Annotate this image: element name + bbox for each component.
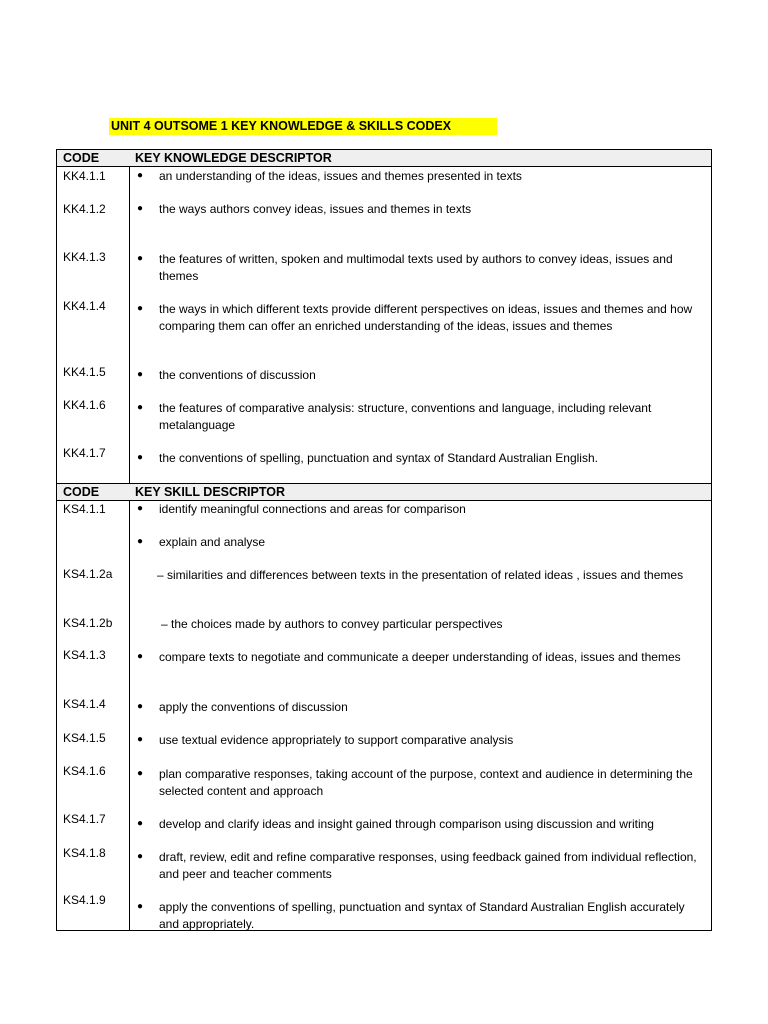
knowledge-descriptor: the features of written, spoken and multimodal texts used by authors to convey ideas, issues and themes xyxy=(159,252,673,283)
bullet-icon: ● xyxy=(137,768,144,779)
bullet-icon: ● xyxy=(137,734,144,745)
document-title: UNIT 4 OUTSOME 1 KEY KNOWLEDGE & SKILLS CODEX xyxy=(109,118,497,135)
codex-table xyxy=(56,149,712,931)
knowledge-descriptor: an understanding of the ideas, issues and themes presented in texts xyxy=(159,169,522,183)
skill-code: KS4.1.5 xyxy=(63,731,106,745)
skill-code: KS4.1.4 xyxy=(63,697,106,711)
bullet-icon: ● xyxy=(137,170,144,181)
bullet-icon: ● xyxy=(137,536,144,547)
knowledge-descriptor: the ways in which different texts provide different perspectives on ideas, issues and themes and how comparing them can offer an enriched understanding of the ideas, issues and themes xyxy=(159,302,693,333)
skill-code: KS4.1.8 xyxy=(63,846,106,860)
skill-descriptor: – the choices made by authors to convey particular perspectives xyxy=(161,617,503,631)
bullet-icon: ● xyxy=(137,402,144,413)
knowledge-code: KK4.1.3 xyxy=(63,250,106,264)
skill-code: KS4.1.2b xyxy=(63,616,113,630)
knowledge-code: KK4.1.1 xyxy=(63,169,106,183)
knowledge-code: KK4.1.5 xyxy=(63,365,106,379)
knowledge-descriptor-header: KEY KNOWLEDGE DESCRIPTOR xyxy=(135,151,332,165)
skill-descriptor: apply the conventions of spelling, punctuation and syntax of Standard Australian English accurately and appropriately. xyxy=(159,900,685,931)
bullet-icon: ● xyxy=(137,901,144,912)
bullet-icon: ● xyxy=(137,651,144,662)
bullet-icon: ● xyxy=(137,369,144,380)
skill-descriptor: explain and analyse xyxy=(159,535,266,549)
knowledge-code: KK4.1.7 xyxy=(63,446,106,460)
knowledge-code: KK4.1.6 xyxy=(63,398,106,412)
bullet-icon: ● xyxy=(137,818,144,829)
knowledge-code: KK4.1.2 xyxy=(63,202,106,216)
skill-descriptor: – similarities and differences between texts in the presentation of related ideas , issues and themes xyxy=(157,568,684,582)
column-divider xyxy=(129,150,130,930)
knowledge-descriptor: the features of comparative analysis: structure, conventions and language, including relevant metalanguage xyxy=(159,401,652,432)
bullet-icon: ● xyxy=(137,452,144,463)
knowledge-code-header: CODE xyxy=(63,151,100,165)
bullet-icon: ● xyxy=(137,303,144,314)
knowledge-descriptor: the ways authors convey ideas, issues and themes in texts xyxy=(159,202,472,216)
skill-descriptor: draft, review, edit and refine comparative responses, using feedback gained from individual reflection, and peer and teacher comments xyxy=(159,850,697,881)
skill-descriptor: compare texts to negotiate and communicate a deeper understanding of ideas, issues and themes xyxy=(159,650,681,664)
skill-descriptor-header: KEY SKILL DESCRIPTOR xyxy=(135,485,286,499)
skill-code: KS4.1.1 xyxy=(63,502,106,516)
skill-descriptor: identify meaningful connections and areas for comparison xyxy=(159,502,466,516)
skill-descriptor: apply the conventions of discussion xyxy=(159,700,348,714)
skill-code: KS4.1.9 xyxy=(63,893,106,907)
bullet-icon: ● xyxy=(137,253,144,264)
skill-header-row xyxy=(57,484,711,501)
skill-descriptor: plan comparative responses, taking account of the purpose, context and audience in determining the selected content and approach xyxy=(159,767,693,798)
bullet-icon: ● xyxy=(137,503,144,514)
knowledge-code: KK4.1.4 xyxy=(63,299,106,313)
bullet-icon: ● xyxy=(137,851,144,862)
skill-code: KS4.1.7 xyxy=(63,812,106,826)
skill-code-header: CODE xyxy=(63,485,100,499)
knowledge-descriptor: the conventions of spelling, punctuation and syntax of Standard Australian English. xyxy=(159,451,598,465)
skill-code: KS4.1.2a xyxy=(63,567,113,581)
skill-descriptor: develop and clarify ideas and insight gained through comparison using discussion and writing xyxy=(159,817,654,831)
skill-code: KS4.1.3 xyxy=(63,648,106,662)
knowledge-header-row xyxy=(57,150,711,167)
bullet-icon: ● xyxy=(137,203,144,214)
skill-descriptor: use textual evidence appropriately to support comparative analysis xyxy=(159,733,514,747)
skill-code: KS4.1.6 xyxy=(63,764,106,778)
bullet-icon: ● xyxy=(137,701,144,712)
knowledge-descriptor: the conventions of discussion xyxy=(159,368,316,382)
